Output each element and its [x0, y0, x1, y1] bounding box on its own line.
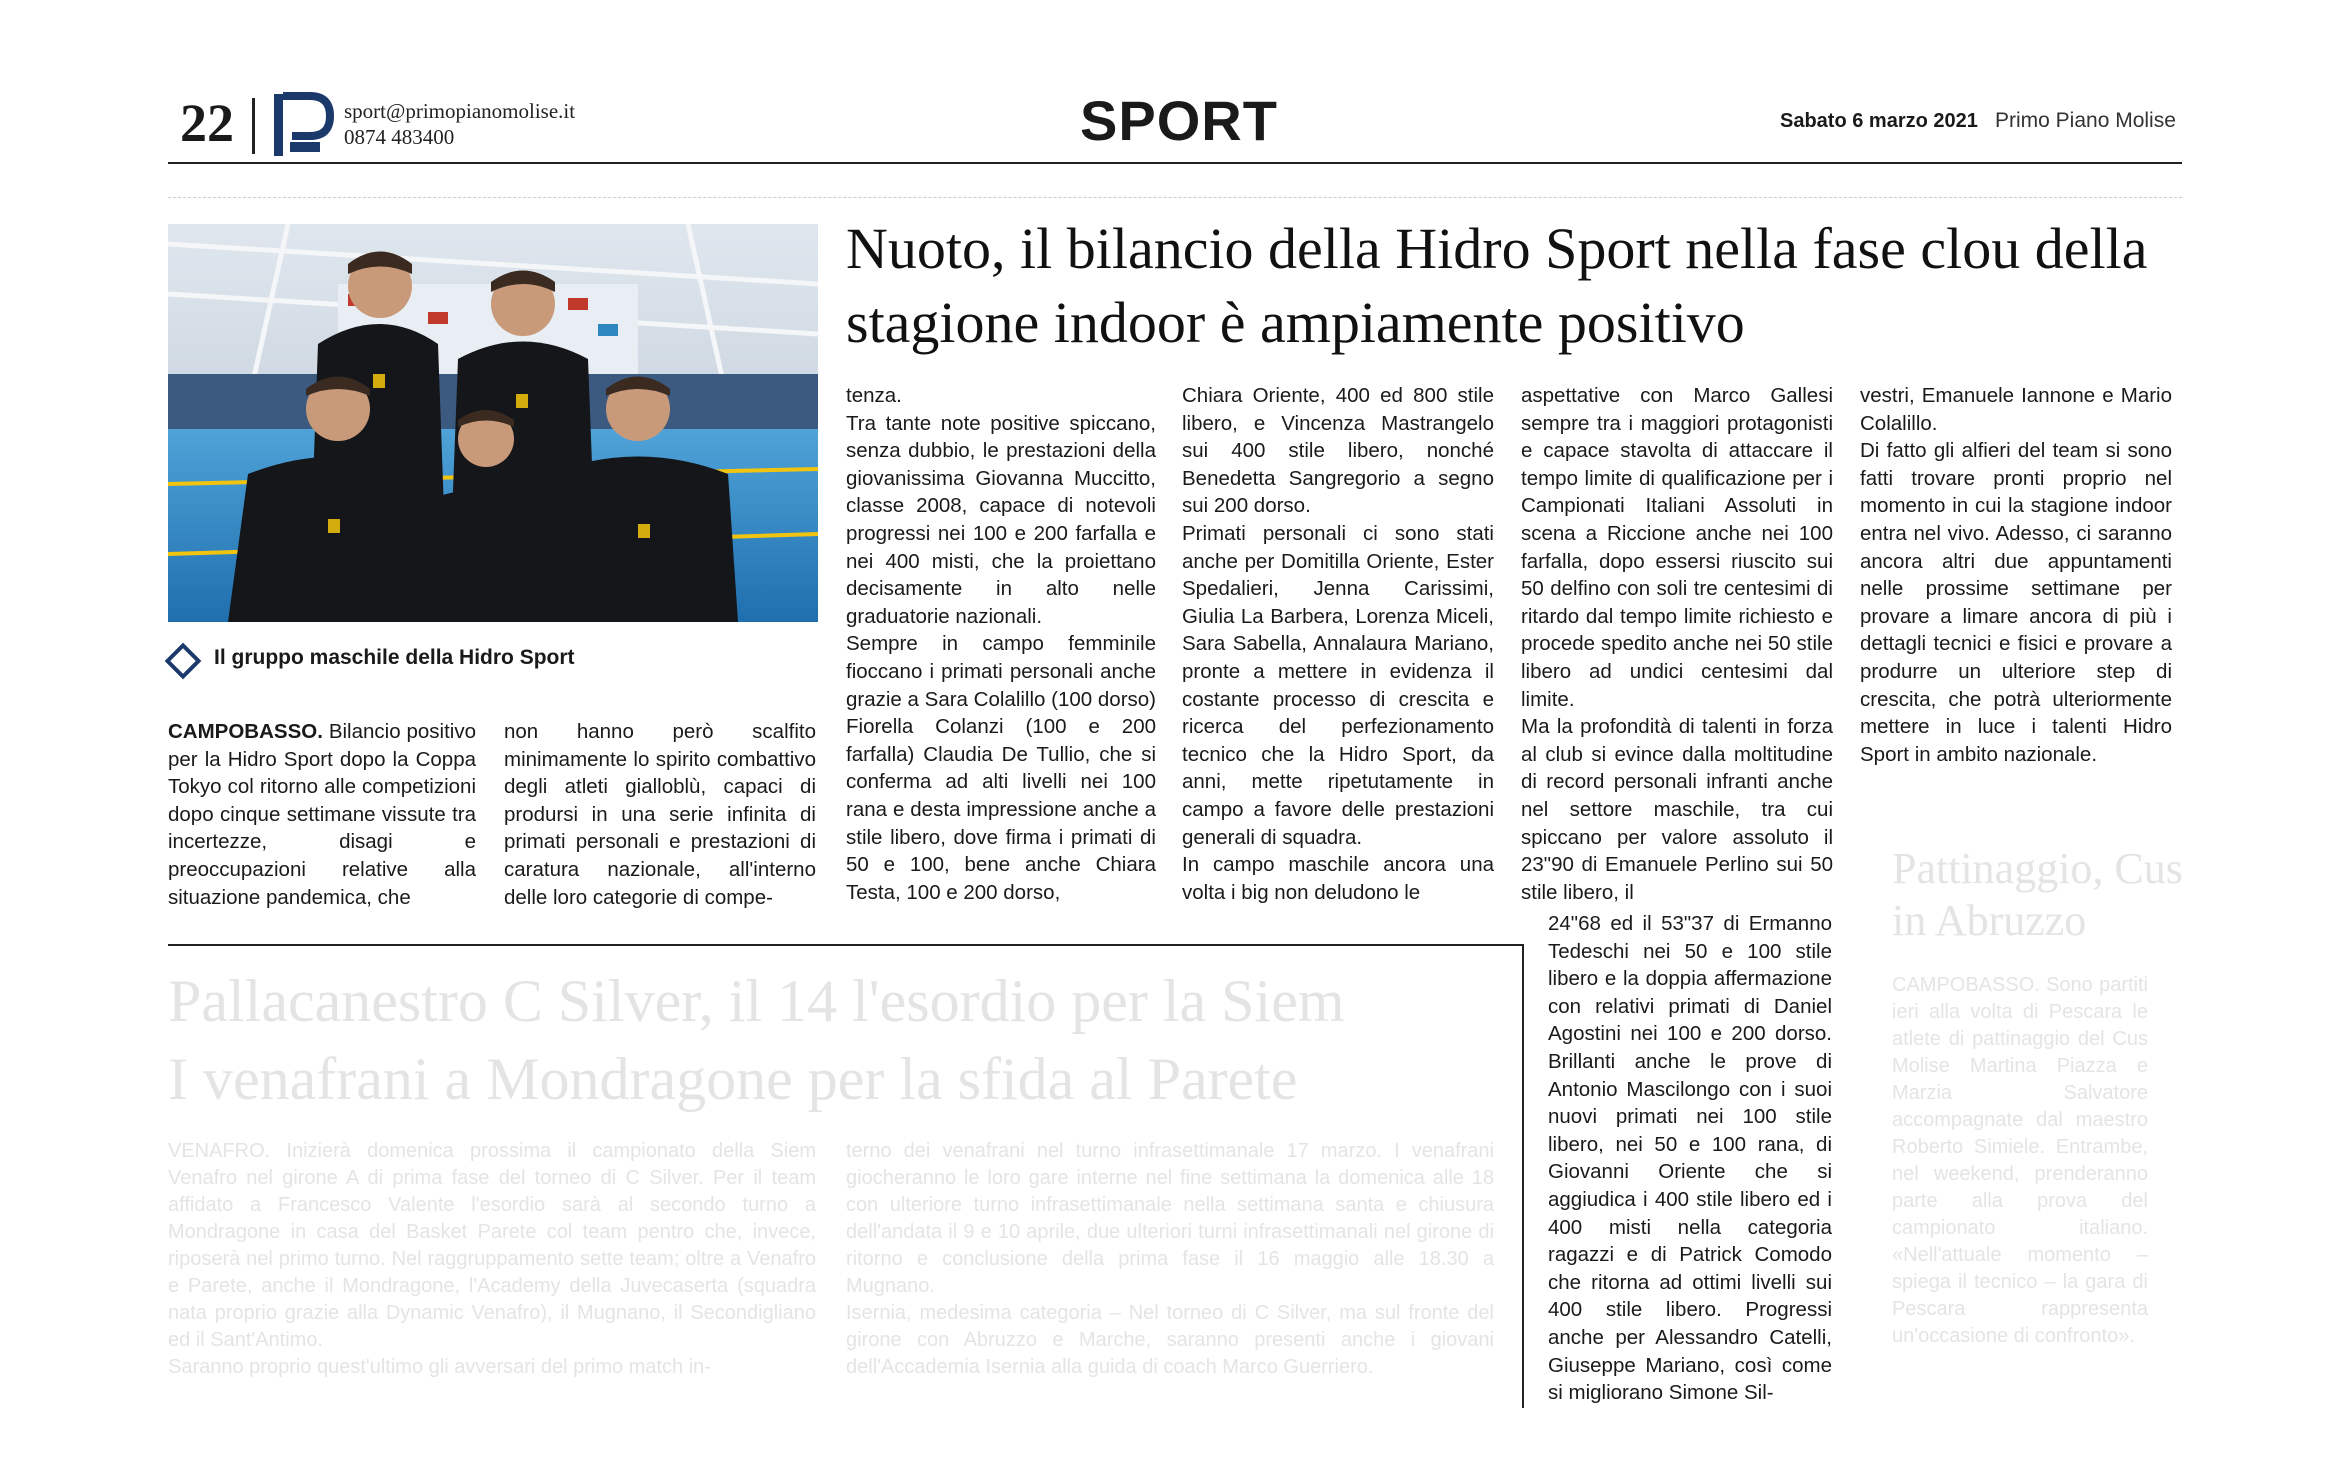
ghost-headline-1-line2: I venafrani a Mondragone per la sfida al Parete — [168, 1046, 1298, 1112]
article-column-5a: aspettative con Marco Gallesi sempre tra i maggiori protagonisti e capace stavolta di attaccare il tempo limite di qualificazione per i Campionati Italiani Assoluti in scena a Riccione anche nei 100 farfalla, dopo essersi riuscito sui 50 delfino con soli tre centesimi di ritardo dal tempo limite richiesto e procede spedito anche nei 50 stile libero ad undici centesimi dal limite. Ma la profondità di talenti in forza al club si evince dalla moltitudine di record personali infranti anche nel settore maschile, tra cui spiccano per valore assoluto il 23"90 di Emanuele Perlino sui 50 stile libero, il — [1521, 384, 1833, 904]
newspaper-name: Primo Piano Molise — [1995, 109, 2176, 132]
article-column-4: Chiara Oriente, 400 ed 800 stile libero, e Vincenza Mastrangelo sui 400 stile libero, nonché Benedetta Sangregorio a segno sui 200 dorso. Primati personali ci sono stati anche per Domitilla Oriente, Ester Spedalieri, Jenna Carissimi, Giulia La Barbera, Lorenza Miceli, Sara Sabella, Annalaura Mariano, pronte a mettere in evidenza il costante processo di crescita e ricerca del perfezionamento tecnico che la Hidro Sport, da anni, mette ripetutamente in campo a favore delle prestazioni generali di squadra. In campo maschile ancora una volta i big non deludono le — [1182, 384, 1494, 904]
page-number: 22 — [180, 93, 234, 153]
ghost-article-2-text: CAMPOBASSO. Sono partiti ieri alla volta di Pescara le atlete di pattinaggio del Cus Molise Martina Piazza e Marzia Salvatore accompagnate dal maestro Roberto Simiele. Entrambe, nel weekend, prenderanno parte alla prova del campionato italiano. «Nell'attuale momento – spiega il tecnico – la gara di Pescara rappresenta un'occasione di confronto». — [1892, 974, 2148, 1347]
article-column-5b: 24"68 ed il 53"37 di Ermanno Tedeschi nei 50 e 100 stile libero e la doppia affermazione con relativi primati di Daniel Agostini nei 100 e 200 dorso. Brillanti anche le prove di Antonio Mascilongo con i suoi nuovi primati nei 100 stile libero, nei 50 e 100 rana, di Giovanni Oriente che si aggiudica i 400 stile libero ed i 400 misti nella categoria ragazzi e di Patrick Comodo che ritorna ad ottimi livelli sui 400 stile libero. Progressi anche per Alessandro Catelli, Giuseppe Mariano, così come si migliorano Simone Sil- — [1548, 912, 1832, 1405]
article-column-2: non hanno però scalfito minimamente lo spirito combattivo degli atleti gialloblù, capaci di prodursi in una serie infinita di primati personali e prestazioni di caratura nazionale, all'interno delle loro categorie di compe- — [504, 720, 816, 909]
contact-email: sport@primopianomolise.it — [344, 99, 576, 123]
ghost-article-1-column-2: terno dei venafrani nel turno infrasettimanale 17 marzo. I venafrani giocheranno le loro gare interne nel fine settimana la domenica alle 18 con ulteriore turno infrasettimanale nella settimana santa e chiusura dell'andata il 9 e 10 aprile, due ulteriori turni infrasettimanali nel girone di ritorno e conclusione della prima fase il 16 maggio alle 18.30 a Mugnano. Isernia, medesima categoria – Nel torneo di C Silver, ma sul fronte del girone con Abruzzo e Marche, saranno presenti anche i giovani dell'Accademia Isernia alla guida di coach Marco Guerriero. — [846, 1140, 1494, 1378]
caption-diamond-icon — [165, 643, 202, 680]
box-border-top — [168, 944, 1524, 946]
newspaper-logo-icon — [270, 92, 336, 158]
ghost-headline-2: Pattinaggio, Cus in Abruzzo — [1892, 844, 2183, 945]
contact-info — [344, 98, 575, 150]
header-separator — [252, 98, 255, 154]
box-border-right — [1522, 944, 1524, 1408]
header-rule — [168, 162, 2182, 164]
contact-phone: 0874 483400 — [344, 125, 455, 149]
team-photo — [168, 224, 818, 622]
ghost-headline-1-line1: Pallacanestro C Silver, il 14 l'esordio per la Siem — [168, 968, 1345, 1034]
article-column-1 — [168, 718, 476, 911]
article-column-1-text: Bilancio positivo per la Hidro Sport dopo la Coppa Tokyo col ritorno alle competizioni dopo cinque settimane vissute tra incertezze, disagi e preoccupazioni relative alla situazione pandemica, che — [168, 720, 477, 909]
ghost-article-1-column-1: VENAFRO. Inizierà domenica prossima il campionato della Siem Venafro nel girone A di prima fase del torneo di C Silver. Per il team affidato a Francesco Valente l'esordio sarà al secondo turno a Mondragone in casa del Basket Parete col team pentro che, invece, riposerà nel primo turno. Nel raggruppamento sette team; oltre a Venafro e Parete, anche il Mondragone, l'Academy della Juvecaserta (squadra nata proprio grazie alla Dynamic Venafro), il Mugnano, il Secondigliano ed il Sant'Antimo. Saranno proprio quest'ultimo gli avversari del primo match in- — [168, 1140, 816, 1378]
article-dateline: CAMPOBASSO. — [168, 720, 323, 743]
ghost-headline-1 — [168, 962, 1508, 1118]
photo-caption: Il gruppo maschile della Hidro Sport — [214, 646, 575, 669]
article-column-3: tenza. Tra tante note positive spiccano, senza dubbio, le prestazioni della giovanissima Giovanna Muccitto, classe 2008, capace di notevoli progressi nei 100 e 200 farfalla e nei 400 misti, che la proiettano decisamente in alto nelle graduatorie nazionali. Sempre in campo femminile fioccano i primati personali anche grazie a Sara Colalillo (100 dorso) Fiorella Colanzi (100 e 200 farfalla) Claudia De Tullio, che si conferma ad alti livelli nei 100 rana e desta impressione anche a stile libero, dove firma i primati di 50 e 100, bene anche Chiara Testa, 100 e 200 dorso, — [846, 384, 1156, 904]
header-dashed-rule — [168, 197, 2182, 198]
issue-date: Sabato 6 marzo 2021 — [1780, 110, 1978, 132]
article-column-6: vestri, Emanuele Iannone e Mario Colalillo. Di fatto gli alfieri del team si sono fatti trovare pronti proprio nel momento in cui la stagione indoor entra nel vivo. Adesso, ci saranno ancora altri due appuntamenti nelle prossime settimane per provare a limare ancora di più i dettagli tecnici e fisici e provare a produrre un ulteriore step di crescita, che potrà ulteriormente mettere in luce i talenti Hidro Sport in ambito nazionale. — [1860, 384, 2172, 766]
article-headline: Nuoto, il bilancio della Hidro Sport nella fase clou della stagione indoor è ampiamente positivo — [846, 216, 2148, 355]
section-title: SPORT — [1080, 89, 1278, 152]
